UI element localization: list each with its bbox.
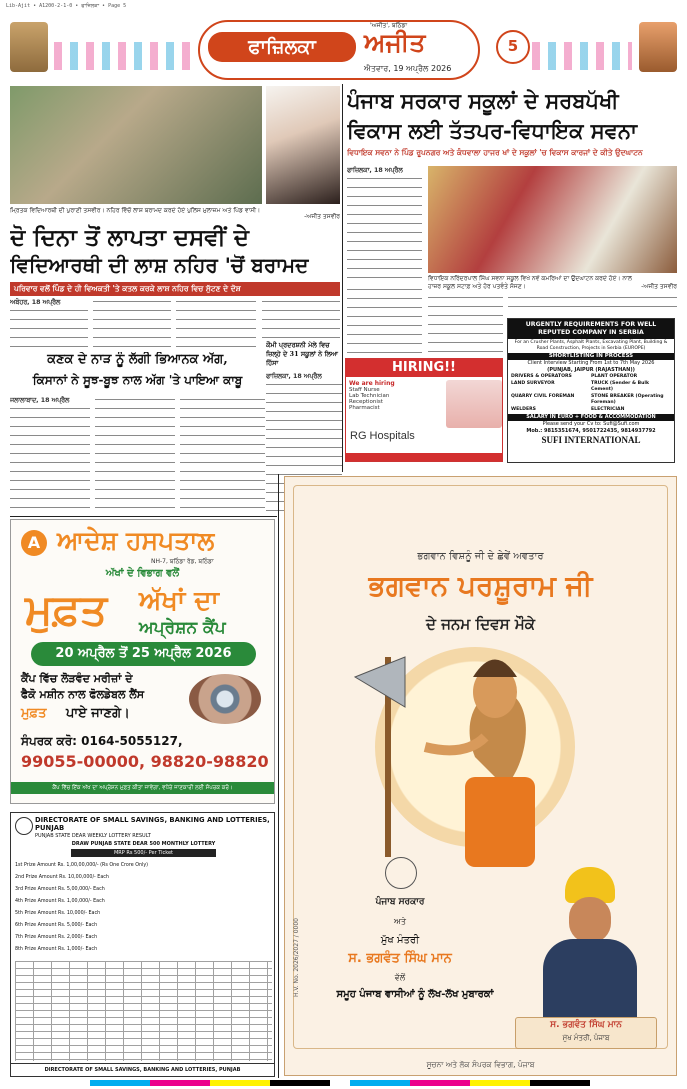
cm-caption-box — [515, 1017, 657, 1049]
wishes-line-1: ਵੱਲੋਂ — [394, 973, 406, 982]
masthead-pattern-right — [532, 42, 632, 70]
canal-body-col-3 — [176, 298, 256, 349]
small-story-headline: ਕੌਮੀ ਪ੍ਰਦਰਸ਼ਨੀ ਮੇਲੇ ਵਿਚ ਜ਼ਿਲ੍ਹੇ ਦੇ 31 ਸਕੂਲਾਂ ਨੇ ਲਿਆ ਹਿੱਸਾ — [266, 341, 338, 367]
lead-headline-1: ਪੰਜਾਬ ਸਰਕਾਰ ਸਕੂਲਾਂ ਦੇ ਸਰਬਪੱਖੀ — [347, 88, 619, 113]
aadesh-footer: ਕੈਂਪ ਵਿੱਚ ਇੱਕ ਅੱਖ ਦਾ ਅਪ੍ਰੇਸ਼ਨ ਮੁਫ਼ਤ ਕੀਤਾ ਜਾਵੇਗਾ, ਵਧੇਰੇ ਜਾਣਕਾਰੀ ਲਈ ਸੰਪਰਕ ਕਰੋ। — [11, 782, 274, 794]
cm-caption-title: ਮੁੱਖ ਮੰਤਰੀ, ਪੰਜਾਬ — [562, 1034, 610, 1042]
parshuram-illustration — [345, 637, 565, 877]
aadesh-camp-1: ਅੱਖਾਂ ਦਾ — [139, 586, 219, 616]
lottery-prize-7: 8th Prize Amount Rs. 1,000/- Each — [15, 947, 98, 952]
fire-dateline: ਜਲਾਲਾਬਾਦ, 18 ਅਪ੍ਰੈਲ — [10, 397, 70, 404]
aadesh-free-big: ਮੁਫ਼ਤ — [25, 585, 108, 634]
lottery-title: DIRECTORATE OF SMALL SAVINGS, BANKING AND LOTTERIES, PUNJAB — [35, 816, 270, 832]
lottery-prize-2: 3rd Prize Amount Rs. 5,00,000/- Each — [15, 887, 105, 892]
cm-name-label: ਸ. ਭਗਵੰਤ ਸਿੰਘ ਮਾਨ — [348, 951, 452, 966]
parshuram-line-2: ਦੇ ਜਨਮ ਦਿਵਸ ਮੌਕੇ — [426, 615, 535, 633]
edition-city: ਫਾਜ਼ਿਲਕਾ — [208, 32, 356, 62]
lottery-footer: DIRECTORATE OF SMALL SAVINGS, BANKING AND LOTTERIES, PUNJAB — [11, 1063, 274, 1076]
parshuram-title: ਭਗਵਾਨ ਪਰਸ਼ੂਰਾਮ ਜੀ — [368, 569, 593, 602]
aadesh-text-3: ਪਾਏ ਜਾਣਗੇ। — [66, 706, 130, 721]
cm-portrait-photo — [535, 867, 645, 1017]
aadesh-dates-pill: 20 ਅਪ੍ਰੈਲ ਤੋਂ 25 ਅਪ੍ਰੈਲ 2026 — [31, 642, 256, 666]
rg-hospitals-ad — [345, 358, 503, 462]
temple-photo-left — [10, 22, 48, 72]
print-slug-line: Lib-Ajit • A1200-2-1-0 • ਫਾਜ਼ਿਲਕਾ • Page 5 — [6, 3, 127, 9]
aadesh-logo-icon: A — [21, 530, 47, 556]
canal-search-photo — [10, 86, 262, 204]
sufi-shortlisting: SHORTLISTING IN PROCESS — [508, 353, 674, 360]
canal-subhead-bar: ਪਰਿਵਾਰ ਵਲੋਂ ਪਿੰਡ ਦੇ ਹੀ ਵਿਅਕਤੀ 'ਤੇ ਕਤਲ ਕਰਕੇ ਲਾਸ਼ ਨਹਿਰ ਵਿਚ ਸੁੱਟਣ ਦੇ ਦੋਸ਼ — [10, 282, 340, 296]
aadesh-text-2: ਫੈਕੋ ਮਸ਼ੀਨ ਨਾਲ ਫੋਲਡੇਬਲ ਲੈਂਸ — [21, 688, 145, 701]
canal-dateline: ਅਬੋਹਰ, 18 ਅਪ੍ਰੈਲ — [10, 299, 61, 306]
column-rule — [278, 474, 279, 1078]
issue-date: ਐਤਵਾਰ, 19 ਅਪ੍ਰੈਲ 2026 — [364, 64, 452, 73]
canal-headline-2: ਵਿਦਿਆਰਥੀ ਦੀ ਲਾਸ਼ ਨਹਿਰ 'ਚੋਂ ਬਰਾਮਦ — [10, 253, 309, 277]
rg-brand: RG Hospitals — [350, 430, 415, 442]
cm-title-label: ਮੁੱਖ ਮੰਤਰੀ — [380, 935, 420, 946]
canal-body-col-1 — [10, 307, 88, 349]
sufi-job-7: ELECTRICIAN — [591, 406, 625, 412]
lottery-draw: DRAW PUNJAB STATE DEAR 500 MONTHLY LOTTERY — [71, 841, 216, 847]
rg-line-2: Lab Technician — [349, 393, 390, 399]
masthead — [10, 20, 677, 80]
eye-image — [189, 674, 261, 724]
cm-caption-name: ਸ. ਭਗਵੰਤ ਸਿੰਘ ਮਾਨ — [550, 1020, 622, 1030]
lottery-prize-3: 4th Prize Amount Rs. 1,00,000/- Each — [15, 899, 105, 904]
canal-photo-caption: ਮ੍ਰਿਤਕ ਵਿਦਿਆਰਥੀ ਦੀ ਪੁਰਾਣੀ ਤਸਵੀਰ। ਨਹਿਰ ਵਿੱਚੋਂ ਲਾਸ਼ ਬਰਾਮਦ ਕਰਦੇ ਹੋਏ ਪੁਲਿਸ ਮੁਲਾਜ਼ਮ ਅਤੇ ਪਿੰਡ ਵਾਸੀ। — [10, 207, 261, 214]
rg-line-1: Staff Nurse — [349, 387, 380, 393]
sufi-job-5: STONE BREAKER (Operating Foreman) — [591, 393, 664, 405]
aadesh-text-1: ਕੈਂਪ ਵਿੱਚ ਲੋੜਵੰਦ ਮਰੀਜ਼ਾਂ ਦੇ — [21, 672, 133, 685]
ad-footer-dept: ਸੂਚਨਾ ਅਤੇ ਲੋਕ ਸੰਪਰਕ ਵਿਭਾਗ, ਪੰਜਾਬ — [426, 1060, 535, 1069]
inauguration-photo — [428, 166, 677, 273]
sufi-job-2: LAND SURVEYOR — [511, 380, 555, 386]
cm-face — [569, 897, 611, 943]
lottery-mrp: MRP Rs 500/- Per Ticket — [71, 849, 216, 857]
fire-body-col-3 — [180, 396, 265, 513]
lottery-prize-4: 5th Prize Amount Rs. 10,000/- Each — [15, 911, 101, 916]
rg-line-3: Receptionist — [349, 399, 383, 405]
column-rule — [342, 84, 343, 472]
page-number: 5 — [496, 30, 530, 64]
lottery-prize-0: 1st Prize Amount Rs. 1,00,00,000/- (Rs One Crore Only) — [15, 863, 149, 868]
sufi-job-3: TRUCK (Sender & Bulk Cement) — [591, 380, 650, 392]
punjab-govt-label: ਪੰਜਾਬ ਸਰਕਾਰ — [375, 897, 425, 907]
lottery-result-ad — [10, 812, 275, 1077]
aadesh-hospital-ad — [10, 519, 275, 804]
row-rule — [10, 516, 277, 517]
lottery-number-table — [15, 961, 272, 1061]
sufi-heading: URGENTLY REQUIREMENTS FOR WELL REPUTED COMPANY IN SERBIA — [508, 319, 674, 339]
lead-subhead: ਵਿਧਾਇਕ ਸਵਨਾ ਨੇ ਪਿੰਡ ਰੂਪਨਗਰ ਅਤੇ ਕੰਧਵਾਲਾ ਹਾਜਰ ਖਾਂ ਦੇ ਸਕੂਲਾਂ 'ਚ ਵਿਕਾਸ ਕਾਰਜਾਂ ਦੇ ਕੀਤੇ ਉਦਘਾਟਨ — [347, 148, 643, 157]
lead-photo-caption: ਵਿਧਾਇਕ ਨਰਿੰਦਰਪਾਲ ਸਿੰਘ ਸਵਨਾ ਸਕੂਲ ਵਿਖੇ ਨਵੇਂ ਕਮਰਿਆਂ ਦਾ ਉਦਘਾਟਨ ਕਰਦੇ ਹੋਏ। ਨਾਲ ਹਾਜ਼ਰ ਸਕੂਲ ਸਟਾਫ਼ ਅਤੇ ਹੋਰ ਪਤਵੰਤੇ ਸੱਜਣ। — [428, 275, 632, 290]
sufi-job-4: QUARRY CIVIL FOREMAN — [511, 393, 575, 399]
rg-staff-photo — [446, 380, 503, 428]
punjab-emblem-icon — [15, 817, 33, 835]
sufi-job-0: DRIVERS & OPERATORS — [511, 374, 572, 379]
edition-note: 'ਅਜੀਤ', ਬਠਿੰਡਾ — [370, 22, 408, 29]
aadesh-camp-2: ਅਪ੍ਰੇਸ਼ਨ ਕੈਂਪ — [139, 618, 226, 638]
aadesh-dept: ਅੱਖਾਂ ਦੇ ਵਿਭਾਗ ਵਲੋਂ — [105, 568, 180, 579]
sufi-contact: Please send your Cv to: Sufi@Sufi.com — [542, 421, 640, 427]
lottery-prize-1: 2nd Prize Amount Rs. 10,00,000/- Each — [15, 875, 109, 880]
aadesh-phones: 99055-00000, 98820-98820 — [21, 752, 269, 771]
lead-headline-2: ਵਿਕਾਸ ਲਈ ਤੱਤਪਰ-ਵਿਧਾਇਕ ਸਵਨਾ — [347, 118, 637, 143]
color-registration-bar — [90, 1080, 590, 1086]
sufi-subheading: For an Crusher Plants, Asphalt Plants, Excavating Plant, Building & Road Construction, Projects in Serbia (EUROPE) — [514, 340, 668, 351]
canal-body-col-4 — [262, 298, 340, 338]
canal-headline-1: ਦੋ ਦਿਨਾ ਤੋਂ ਲਾਪਤਾ ਦਸਵੀਂ ਦੇ — [10, 224, 249, 251]
canal-body-col-2 — [93, 298, 171, 349]
fire-body-col-1 — [10, 405, 90, 513]
parshuram-jayanti-ad — [284, 476, 677, 1076]
aadesh-contact-label: ਸੰਪਰਕ ਕਰੋ: 0164-5055127, — [21, 734, 183, 748]
canal-photo-credit: -ਅਜੀਤ ਤਸਵੀਰ — [304, 213, 340, 220]
cm-jacket — [543, 939, 637, 1017]
parshuram-line-1: ਭਗਵਾਨ ਵਿਸ਼ਨੂੰ ਜੀ ਦੇ ਛੇਵੇਂ ਅਵਤਾਰ — [417, 551, 544, 562]
sufi-salary: SALARY IN EURO + FOOD & ACCOMMODATION — [508, 414, 674, 421]
lead-body-col-1 — [347, 175, 422, 283]
sufi-dates: Client Interview Starting From 1st to 7th May 2026 — [527, 360, 655, 366]
punjab-govt-emblem-icon — [385, 857, 417, 889]
small-story-dateline: ਫਾਜ਼ਿਲਕਾ, 18 ਅਪ੍ਰੈਲ — [266, 373, 322, 380]
sufi-job-6: WELDERS — [511, 406, 536, 412]
sufi-international-ad — [507, 318, 675, 463]
fire-headline-1: ਕਣਕ ਦੇ ਨਾੜ ਨੂੰ ਲੱਗੀ ਭਿਆਨਕ ਅੱਗ, — [47, 352, 228, 367]
aadesh-text-3-free: ਮੁਫ਼ਤ — [21, 706, 47, 721]
wishes-line-2: ਸਮੂਹ ਪੰਜਾਬ ਵਾਸੀਆਂ ਨੂੰ ਲੱਖ-ਲੱਖ ਮੁਬਾਰਕਾਂ — [336, 989, 494, 1000]
rg-line-4: Pharmacist — [349, 405, 380, 411]
and-label: ਅਤੇ — [394, 917, 406, 926]
rg-hiring-title: HIRING!! — [346, 359, 502, 377]
lottery-prize-6: 7th Prize Amount Rs. 2,000/- Each — [15, 935, 98, 940]
rg-footer-bar — [346, 453, 502, 461]
lead-photo-credit: -ਅਜੀਤ ਤਸਵੀਰ — [641, 283, 677, 290]
lead-body-col-3 — [428, 294, 503, 356]
masthead-pattern-left — [54, 42, 194, 70]
aadesh-hospital-name: ਆਦੇਸ਼ ਹਸਪਤਾਲ — [57, 526, 215, 555]
lead-body-col-4 — [508, 294, 677, 314]
fire-body-col-2 — [95, 396, 175, 513]
fire-headline-2: ਕਿਸਾਨਾਂ ਨੇ ਸੂਝ-ਬੂਝ ਨਾਲ ਅੱਗ 'ਤੇ ਪਾਇਆ ਕਾਬੂ — [32, 373, 243, 387]
sufi-phone: Mob.: 9815351674, 9501722435, 9814937792 — [526, 428, 656, 434]
lottery-subtitle: PUNJAB STATE DEAR WEEKLY LOTTERY RESULT — [35, 833, 151, 839]
lottery-prize-5: 6th Prize Amount Rs. 5,000/- Each — [15, 923, 98, 928]
sufi-job-1: PLANT OPERATOR — [591, 374, 638, 379]
ad-side-code: H.V. No. 2026/2027 / 0000 — [293, 918, 300, 997]
sufi-company: SUFI INTERNATIONAL — [541, 435, 641, 445]
lead-body-col-2 — [347, 286, 422, 354]
sufi-venue: (PUNJAB, JAIPUR (RAJASTHAN)) — [547, 367, 635, 373]
rg-line-0: We are hiring — [349, 380, 395, 387]
lead-dateline: ਫਾਜ਼ਿਲਕਾ, 18 ਅਪ੍ਰੈਲ — [347, 167, 403, 174]
paper-name: ਅਜੀਤ — [364, 28, 426, 57]
masthead-banner — [198, 20, 480, 80]
aadesh-address: NH-7, ਬਠਿੰਡਾ ਰੋਡ, ਬਠਿੰਡਾ — [151, 558, 214, 565]
monument-photo-right — [639, 22, 677, 72]
student-portrait-photo — [266, 86, 340, 204]
